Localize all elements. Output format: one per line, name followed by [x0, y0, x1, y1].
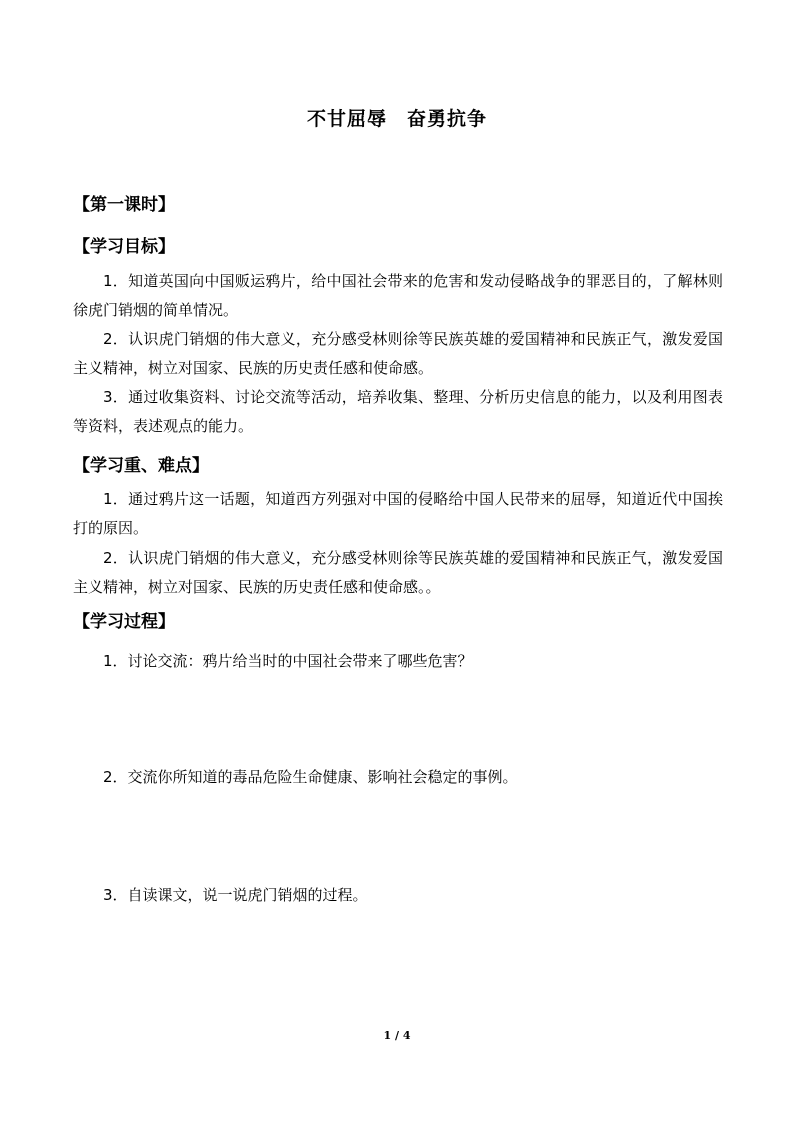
process-item-2: 2．交流你所知道的毒品危险生命健康、影响社会稳定的事例。 — [103, 768, 518, 786]
page-number: 1 / 4 — [383, 1029, 411, 1042]
process-item-3: 3．自读课文，说一说虎门销烟的过程。 — [103, 886, 368, 904]
objective-item-1: 1．知道英国向中国贩运鸦片，给中国社会带来的危害和发动侵略战争的罪恶目的，了解林则徐虎门销烟的简单情况。 — [73, 272, 723, 319]
objectives-heading: 【学习目标】 — [73, 237, 175, 257]
process-item-1: 1．讨论交流：鸦片给当时的中国社会带来了哪些危害？ — [103, 652, 473, 670]
key-point-item-2: 2．认识虎门销烟的伟大意义，充分感受林则徐等民族英雄的爱国精神和民族正气，激发爱国主义精神，树立对国家、民族的历史责任感和使命感。。 — [73, 549, 723, 596]
key-points-heading: 【学习重、难点】 — [73, 456, 209, 476]
objective-item-2: 2．认识虎门销烟的伟大意义，充分感受林则徐等民族英雄的爱国精神和民族正气，激发爱国主义精神，树立对国家、民族的历史责任感和使命感。 — [73, 330, 723, 377]
process-heading: 【学习过程】 — [73, 612, 175, 632]
objective-item-3: 3．通过收集资料、讨论交流等活动，培养收集、整理、分析历史信息的能力，以及利用图表等资料，表述观点的能力。 — [73, 388, 723, 435]
lesson-label: 【第一课时】 — [73, 195, 175, 215]
key-point-item-1: 1．通过鸦片这一话题，知道西方列强对中国的侵略给中国人民带来的屈辱，知道近代中国挨打的原因。 — [73, 490, 723, 537]
document-title: 不甘屈辱 奋勇抗争 — [306, 108, 487, 130]
